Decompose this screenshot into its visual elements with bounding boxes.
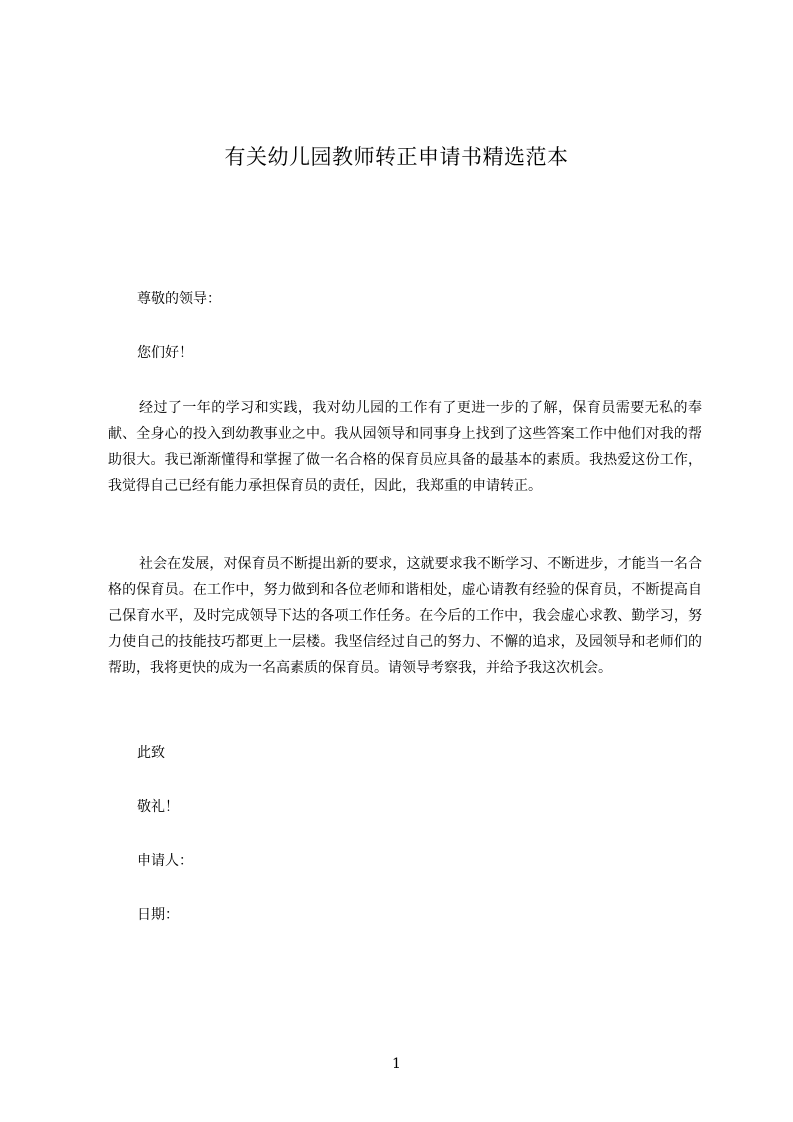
salutation: 尊敬的领导： [137, 291, 221, 307]
document-title: 有关幼儿园教师转正申请书精选范本 [224, 145, 569, 169]
closing-cizhi: 此致 [137, 745, 165, 761]
body-paragraph-1: 经过了一年的学习和实践，我对幼儿园的工作有了更进一步的了解，保育员需要无私的奉献、全身心的投入到幼教事业之中。我从园领导和同事身上找到了这些答案工作中他们对我的帮助很大。我已渐渐懂得和掌握了做一名合格的保育员应具备的最基本的素质。我热爱这份工作，我觉得自己已经有能力承担保育员的责任，因此，我郑重的申请转正。 [108, 400, 702, 494]
applicant-label: 申请人： [137, 853, 193, 869]
body-paragraph-2: 社会在发展，对保育员不断提出新的要求，这就要求我不断学习、不断进步，才能当一名合格的保育员。在工作中，努力做到和各位老师和谐相处，虚心请教有经验的保育员，不断提高自己保育水平，及时完成领导下达的各项工作任务。在今后的工作中，我会虚心求教、勤学习，努力使自己的技能技巧都更上一层楼。我坚信经过自己的努力、不懈的追求，及园领导和老师们的帮助，我将更快的成为一名高素质的保育员。请领导考察我，并给予我这次机会。 [108, 556, 702, 676]
greeting: 您们好！ [137, 345, 193, 361]
closing-jingli: 敬礼！ [137, 799, 179, 815]
date-label: 日期： [137, 907, 179, 923]
page-number: 1 [392, 1056, 401, 1072]
